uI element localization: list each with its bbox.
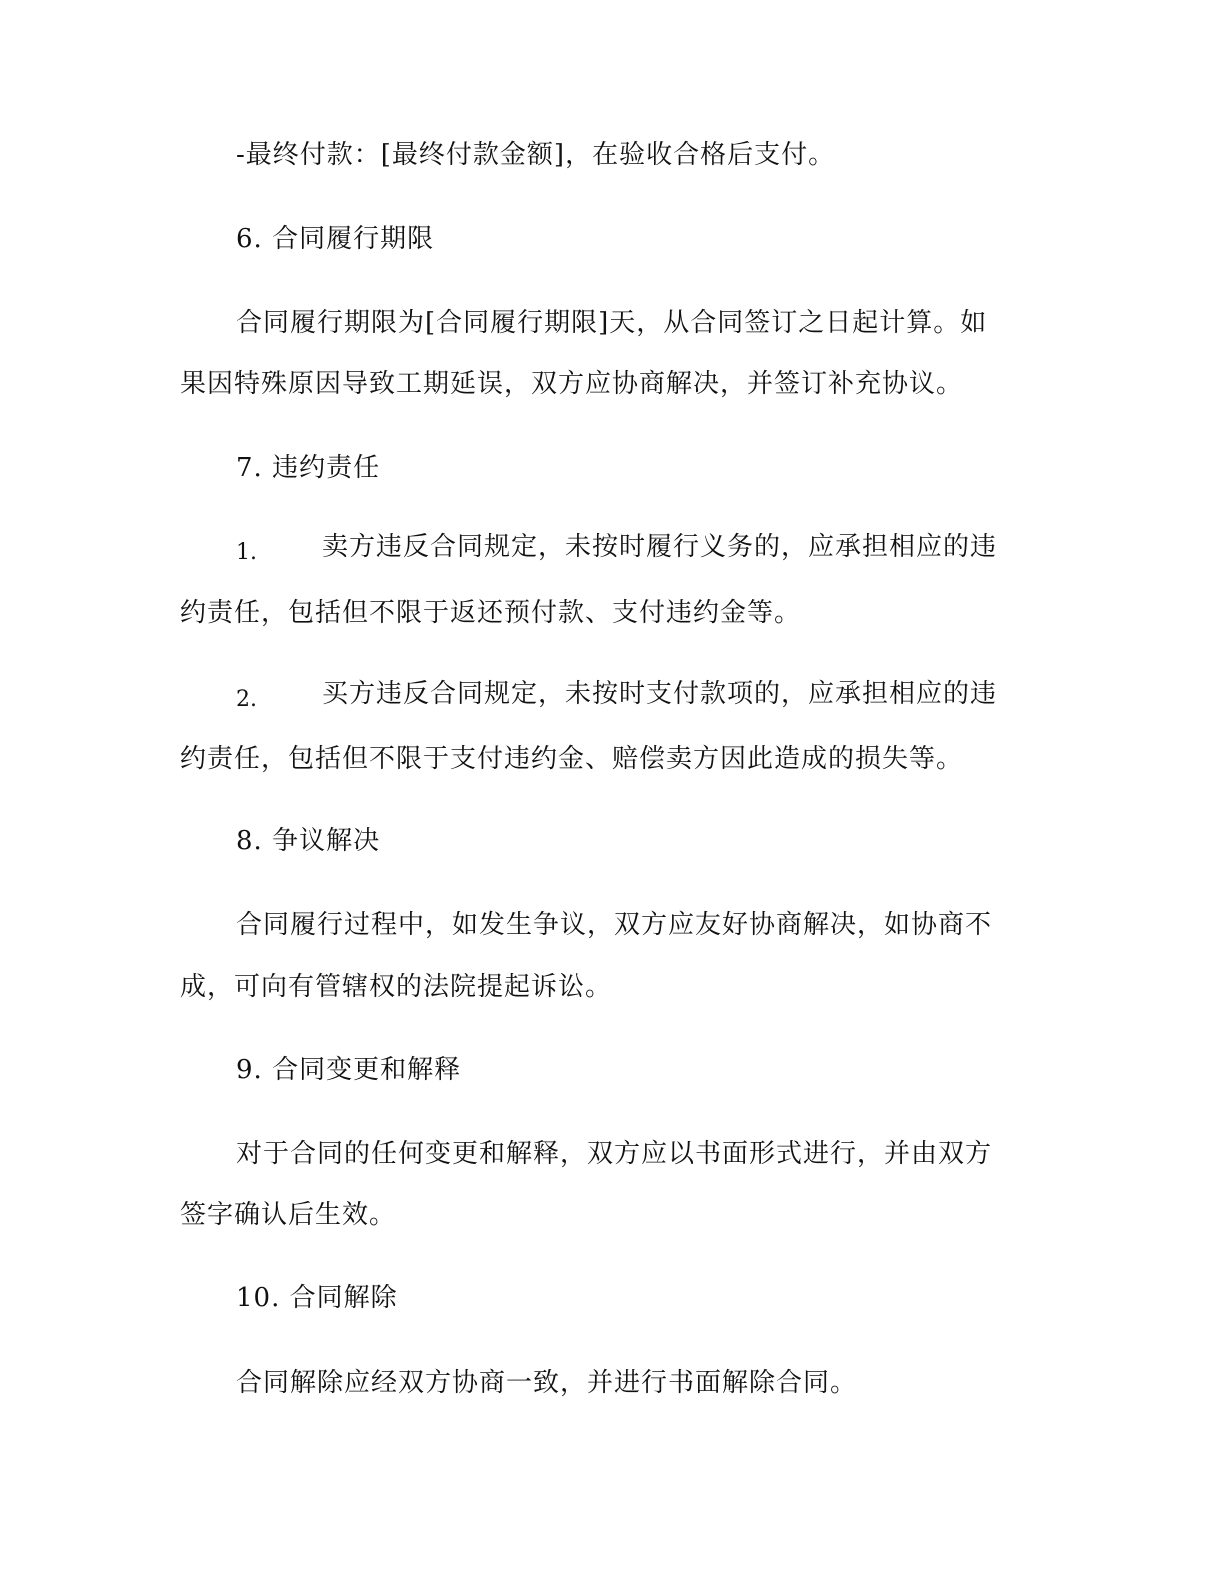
section-6-paragraph-line-2: 果因特殊原因导致工期延误，双方应协商解决，并签订补充协议。 — [180, 369, 964, 399]
section-8-heading: 8. 争议解决 — [236, 826, 381, 856]
section-7-heading: 7. 违约责任 — [236, 453, 381, 483]
section-7-item-2-line-2: 约责任，包括但不限于支付违约金、赔偿卖方因此造成的损失等。 — [180, 744, 964, 774]
section-6-heading: 6. 合同履行期限 — [236, 224, 435, 254]
section-9-heading: 9. 合同变更和解释 — [236, 1055, 462, 1085]
section-10-heading: 10. 合同解除 — [236, 1283, 398, 1313]
section-7-item-2-number: 2. — [236, 687, 257, 712]
section-8-paragraph-line-2: 成，可向有管辖权的法院提起诉讼。 — [180, 972, 613, 1002]
section-6-paragraph-line-1: 合同履行期限为[合同履行期限]天，从合同签订之日起计算。如 — [236, 308, 988, 338]
section-7-item-1-line-1: 卖方违反合同规定，未按时履行义务的，应承担相应的违 — [322, 532, 998, 562]
section-9-paragraph-line-2: 签字确认后生效。 — [180, 1200, 397, 1230]
section-7-item-1-number: 1. — [236, 540, 257, 565]
section-9-paragraph-line-1: 对于合同的任何变更和解释，双方应以书面形式进行，并由双方 — [236, 1139, 993, 1169]
section-7-item-2-line-1: 买方违反合同规定，未按时支付款项的，应承担相应的违 — [322, 679, 998, 709]
section-10-paragraph-line-1: 合同解除应经双方协商一致，并进行书面解除合同。 — [236, 1368, 858, 1398]
section-8-paragraph-line-1: 合同履行过程中，如发生争议，双方应友好协商解决，如协商不 — [236, 910, 993, 940]
section-7-item-1-line-2: 约责任，包括但不限于返还预付款、支付违约金等。 — [180, 598, 802, 628]
final-payment-line: -最终付款：[最终付款金额]，在验收合格后支付。 — [236, 140, 836, 170]
